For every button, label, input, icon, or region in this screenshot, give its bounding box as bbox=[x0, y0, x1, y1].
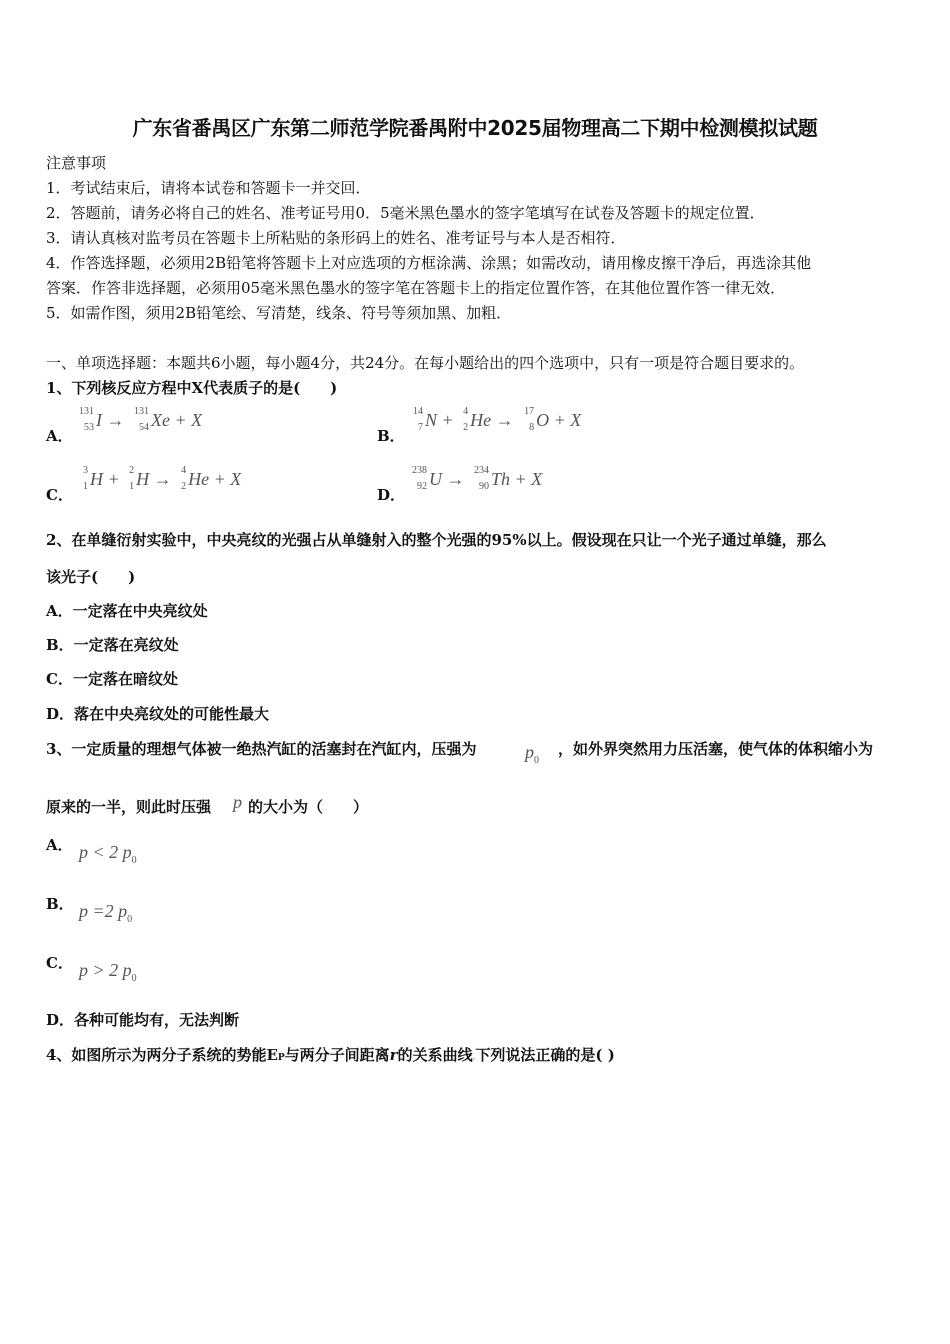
question-3-stem-tail: ，如外界突然用力压活塞，使气体的体积缩小为 bbox=[558, 740, 874, 758]
q1-option-a-label: A． bbox=[46, 427, 73, 445]
q4-stem-variable: r bbox=[389, 1046, 398, 1064]
q4-stem-subscript: P bbox=[277, 1053, 285, 1063]
q3-option-b-expr: p =2 $p_0$ bbox=[79, 901, 133, 925]
q2-option-d: D．落在中央亮纹处的可能性最大 bbox=[46, 705, 270, 723]
q1-option-b-equation: 14 7 N + 4 2 He → 17 8 O + X bbox=[413, 405, 582, 433]
q3-option-c-label: C． bbox=[46, 954, 73, 972]
q3-p-symbol: p bbox=[233, 792, 242, 812]
q2-option-b: B．一定落在亮纹处 bbox=[46, 636, 179, 654]
q1-option-c-equation: 3 1 H + 2 1 H → 4 2 He + X bbox=[83, 464, 242, 492]
q2-option-c: C．一定落在暗纹处 bbox=[46, 670, 178, 688]
q3-option-c-expr: p > 2 $p_0$ bbox=[79, 960, 137, 984]
q3-option-a-expr: p < 2 $p_0$ bbox=[79, 842, 137, 866]
question-4-stem: 4、如图所示为两分子系统的势能EP与两分子间距离r的关系曲线.下列说法正确的是( ) bbox=[46, 1046, 615, 1064]
q3-option-d: D．各种可能均有，无法判断 bbox=[46, 1011, 240, 1029]
notice-item: 5．如需作图，须用2B铅笔绘、写清楚，线条、符号等须加黑、加粗． bbox=[46, 304, 512, 322]
q2-option-a: A．一定落在中央亮纹处 bbox=[46, 602, 208, 620]
question-2-stem-cont: 该光子( ) bbox=[46, 568, 136, 586]
question-3-stem-cont: 原来的一半，则此时压强 bbox=[46, 798, 212, 816]
q3-option-a-label: A． bbox=[46, 836, 73, 854]
notice-item: 3．请认真核对监考员在答题卡上所粘贴的条形码上的姓名、准考证号与本人是否相符． bbox=[46, 229, 626, 247]
q4-stem-part: 4、如图所示为两分子系统的势能E bbox=[46, 1046, 278, 1064]
notice-item: 答案．作答非选择题，必须用05毫米黑色墨水的签字笔在答题卡上的指定位置作答，在其他位置作答一律无效． bbox=[46, 279, 786, 297]
q1-option-d-equation: 238 92 U → 234 90 Th + X bbox=[412, 464, 543, 492]
question-2-stem: 2、在单缝衍射实验中，中央亮纹的光强占从单缝射入的整个光强的95%以上。假设现在只让一个光子通过单缝，那么 bbox=[46, 531, 827, 549]
question-1-stem: 1、下列核反应方程中X代表质子的是( ) bbox=[46, 379, 338, 397]
q4-stem-part: 与两分子间距离 bbox=[284, 1046, 390, 1064]
q3-option-b-label: B． bbox=[46, 895, 74, 913]
notice-heading: 注意事项 bbox=[46, 154, 107, 172]
q1-option-d-label: D． bbox=[377, 486, 406, 504]
q1-option-b-label: B． bbox=[377, 427, 405, 445]
page-title: 广东省番禺区广东第二师范学院番禺附中2025届物理高二下期中检测模拟试题 bbox=[132, 116, 818, 140]
notice-item: 2．答题前，请务必将自己的姓名、准考证号用0．5毫米黑色墨水的签字笔填写在试卷及答题卡的规定位置． bbox=[46, 204, 765, 222]
q1-option-c-label: C． bbox=[46, 486, 73, 504]
q4-stem-part: 的关系曲线 bbox=[397, 1046, 473, 1064]
notice-item: 4．作答选择题，必须用2B铅笔将答题卡上对应选项的方框涂满、涂黑；如需改动，请用橡皮擦干净后，再选涂其他 bbox=[46, 254, 812, 272]
q4-stem-part: 下列说法正确的是( ) bbox=[475, 1046, 615, 1064]
question-3-stem-cont-tail: 的大小为（ ） bbox=[248, 798, 369, 816]
q1-option-a-equation: 131 53 I → 131 54 Xe + X bbox=[79, 405, 203, 433]
section-heading: 一、单项选择题：本题共6小题，每小题4分，共24分。在每小题给出的四个选项中，只有一项是符合题目要求的。 bbox=[46, 354, 805, 372]
notice-item: 1．考试结束后，请将本试卷和答题卡一并交回． bbox=[46, 179, 371, 197]
q3-p0-symbol: $p_0$ bbox=[525, 742, 539, 766]
question-3-stem: 3、一定质量的理想气体被一绝热汽缸的活塞封在汽缸内，压强为 bbox=[46, 740, 477, 758]
